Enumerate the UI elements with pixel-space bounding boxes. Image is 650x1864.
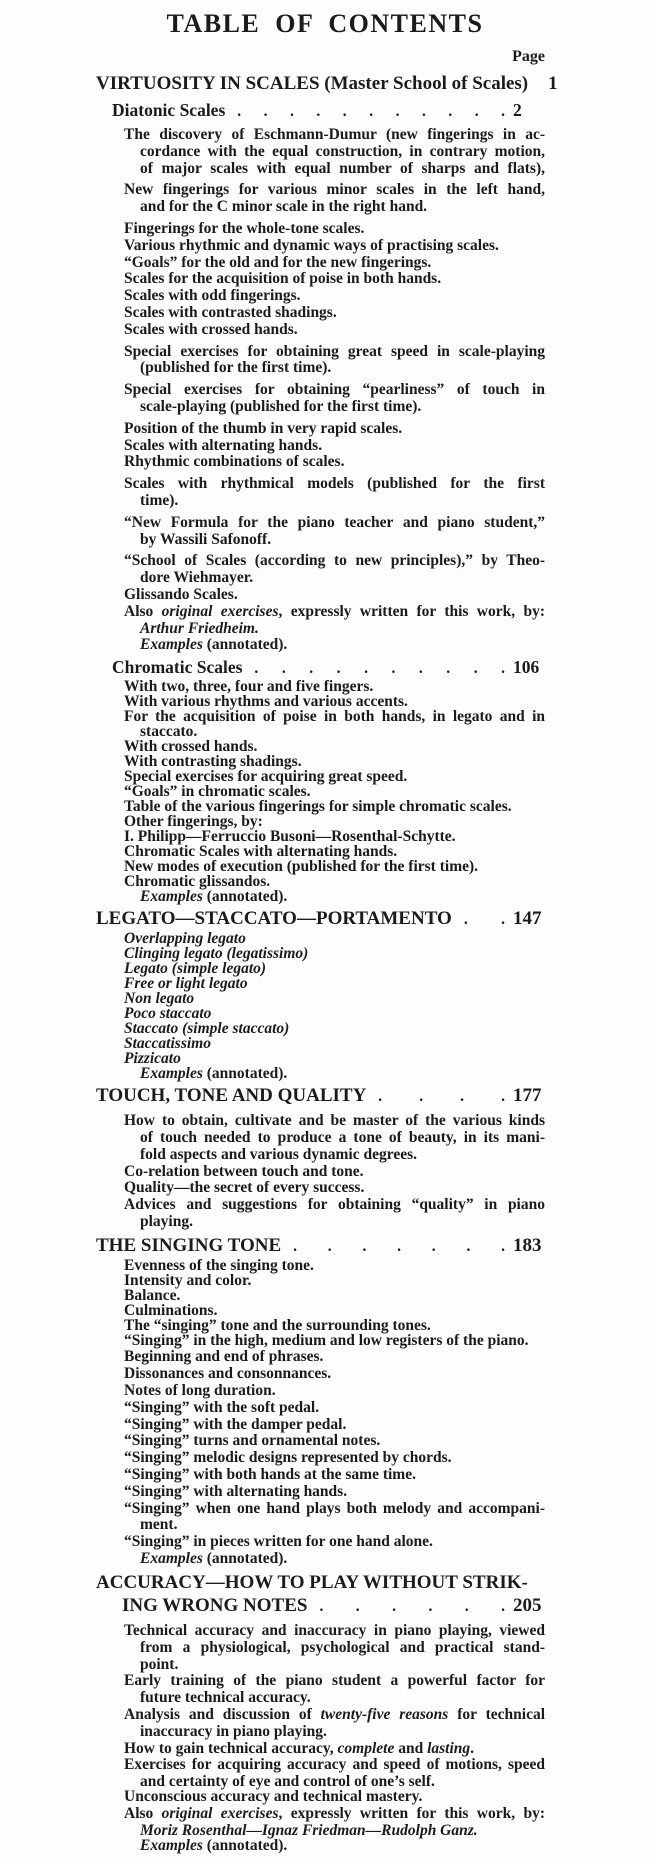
toc-item: Analysis and discussion of twenty-five reasons for technical: [124, 1706, 546, 1724]
toc-entry-label: ING WRONG NOTES: [122, 1595, 308, 1617]
toc-item: “Goals” for the old and for the new fingerings.: [124, 253, 432, 271]
toc-item: Special exercises for obtaining “pearliness” of touch in: [124, 381, 545, 399]
toc-item: “School of Scales (according to new principles),” by Theo-: [124, 552, 545, 570]
toc-chapter: ACCURACY—HOW TO PLAY WITHOUT STRIK-: [96, 1572, 528, 1594]
dot-leader: . . . .: [378, 1088, 505, 1106]
toc-item-continuation: dore Wiehmayer.: [140, 569, 254, 587]
toc-item: How to obtain, cultivate and be master of the various kinds: [124, 1112, 545, 1130]
toc-entry-label: LEGATO—STACCATO—PORTAMENTO: [96, 908, 452, 930]
toc-item-continuation: playing.: [140, 1212, 193, 1230]
dot-leader: . . . . . .: [319, 1598, 505, 1616]
toc-item-continuation: (published for the first time).: [140, 359, 332, 377]
toc-item: With crossed hands.: [124, 738, 258, 756]
toc-item: Also original exercises, expressly written for this work, by:: [124, 602, 545, 620]
toc-item: Special exercises for acquiring great speed.: [124, 768, 408, 786]
toc-item: Evenness of the singing tone.: [124, 1256, 314, 1274]
toc-item: Overlapping legato: [124, 930, 246, 948]
dot-leader: . .: [463, 911, 505, 929]
toc-item: Intensity and color.: [124, 1271, 252, 1289]
toc-item-continuation: Moriz Rosenthal—Ignaz Friedman—Rudolph Ganz.: [140, 1821, 478, 1839]
toc-item: Rhythmic combinations of scales.: [124, 453, 345, 471]
toc-item: New fingerings for various minor scales in the left hand,: [124, 181, 545, 199]
page-number: 1: [548, 73, 558, 94]
toc-item: “Singing” with the damper pedal.: [124, 1415, 347, 1433]
toc-item-continuation: and for the C minor scale in the right hand.: [140, 198, 428, 216]
toc-section: [0, 657, 545, 679]
dot-leader: . . . . . . . . . . .: [237, 103, 505, 120]
toc-item: Legato (simple legato): [124, 960, 267, 978]
toc-item-continuation: future technical accuracy.: [140, 1689, 311, 1707]
toc-item: Chromatic Scales with alternating hands.: [124, 843, 398, 861]
toc-item-continuation: scale-playing (published for the first time).: [140, 397, 422, 415]
toc-entry-label: THE SINGING TONE: [96, 1234, 282, 1256]
toc-item: Beginning and end of phrases.: [124, 1348, 324, 1366]
toc-item: Non legato: [124, 990, 195, 1008]
toc-item: Poco staccato: [124, 1005, 212, 1023]
toc-item: Chromatic glissandos.: [124, 873, 271, 891]
toc-item: I. Philipp—Ferruccio Busoni—Rosenthal-Schytte.: [124, 828, 456, 846]
toc-item: Notes of long duration.: [124, 1382, 276, 1400]
toc-item: How to gain technical accuracy, complete and lasting.: [124, 1739, 475, 1757]
toc-entry-label: VIRTUOSITY IN SCALES (Master School of Scales): [96, 73, 529, 94]
toc-item: Clinging legato (legatissimo): [124, 945, 309, 963]
toc-entry-label: TOUCH, TONE AND QUALITY: [96, 1085, 367, 1107]
toc-item: The discovery of Eschmann-Dumur (new fingerings in ac-: [124, 126, 545, 143]
toc-item: Early training of the piano student a powerful factor for: [124, 1672, 545, 1690]
toc-item: Other fingerings, by:: [124, 813, 263, 831]
toc-item: Free or light legato: [124, 975, 248, 993]
toc-item: Quality—the secret of every success.: [124, 1179, 365, 1197]
toc-item: Also original exercises, expressly written for this work, by:: [124, 1805, 545, 1823]
toc-item: Technical accuracy and inaccuracy in piano playing, viewed: [124, 1622, 545, 1640]
toc-item: Table of the various fingerings for simple chromatic scales.: [124, 798, 512, 816]
page-number: 106: [513, 657, 540, 678]
table-of-contents: [0, 48, 558, 1854]
toc-section: [0, 100, 545, 122]
page-column-label: Page: [512, 48, 545, 65]
toc-item: Scales for the acquisition of poise in both hands.: [124, 270, 442, 288]
toc-item-continuation: and certainty of eye and control of one’s self.: [140, 1773, 435, 1791]
toc-item: “Singing” with both hands at the same time.: [124, 1466, 416, 1484]
toc-item-continuation: by Wassili Safonoff.: [140, 530, 272, 548]
toc-item: Staccatissimo: [124, 1035, 211, 1053]
page-number: 205: [513, 1595, 542, 1617]
toc-item-continuation: ment.: [140, 1516, 178, 1534]
toc-item: Unconscious accuracy and technical mastery.: [124, 1788, 423, 1806]
toc-item: “Goals” in chromatic scales.: [124, 783, 311, 801]
toc-item-continuation: Examples (annotated).: [140, 1065, 288, 1083]
toc-item-continuation: Examples (annotated).: [140, 1836, 288, 1854]
toc-item-continuation: from a physiological, psychological and practical stand-: [140, 1638, 545, 1656]
toc-item-continuation: inaccuracy in piano playing.: [140, 1722, 327, 1740]
toc-item: “Singing” turns and ornamental notes.: [124, 1432, 381, 1450]
toc-item-continuation: Examples (annotated).: [140, 636, 288, 654]
toc-item: New modes of execution (published for the first time).: [124, 858, 479, 876]
toc-chapter: [0, 72, 558, 95]
toc-chapter: [0, 1234, 545, 1258]
toc-item: Scales with alternating hands.: [124, 436, 323, 454]
toc-item: “Singing” in pieces written for one hand alone.: [124, 1533, 433, 1551]
toc-entry-label: Chromatic Scales: [112, 657, 243, 678]
toc-chapter: [0, 907, 545, 931]
toc-item: With various rhythms and various accents.: [124, 693, 408, 711]
toc-list: [0, 72, 558, 1854]
toc-item: With two, three, four and five fingers.: [124, 678, 374, 696]
toc-item: Culminations.: [124, 1301, 218, 1319]
toc-item: Scales with crossed hands.: [124, 320, 298, 338]
dot-leader: . . . . . . . . . .: [254, 660, 505, 678]
toc-item-continuation: fold aspects and various dynamic degrees.: [140, 1145, 418, 1163]
toc-item: With contrasting shadings.: [124, 753, 302, 771]
toc-item: For the acquisition of poise in both hands, in legato and in: [124, 708, 545, 726]
toc-item-continuation: cordance with the equal construction, in contrary motion,: [140, 142, 545, 160]
toc-item: Glissando Scales.: [124, 585, 238, 603]
toc-item-continuation: of major scales with equal number of sharps and flats),: [140, 159, 545, 177]
page-number: 177: [513, 1085, 542, 1107]
toc-item: “Singing” with alternating hands.: [124, 1482, 348, 1500]
toc-item: The “singing” tone and the surrounding tones.: [124, 1316, 431, 1334]
toc-item: Scales with odd fingerings.: [124, 287, 301, 305]
toc-item: Position of the thumb in very rapid scales.: [124, 419, 403, 437]
toc-item-continuation: Arthur Friedheim.: [140, 619, 259, 637]
toc-item: Advices and suggestions for obtaining “quality” in piano: [124, 1196, 545, 1214]
page-number: 147: [513, 908, 542, 930]
toc-item-continuation: point.: [140, 1655, 179, 1673]
toc-item: Exercises for acquiring accuracy and speed of motions, speed: [124, 1756, 545, 1774]
toc-item: Pizzicato: [124, 1050, 181, 1068]
toc-item: Fingerings for the whole-tone scales.: [124, 219, 365, 237]
toc-item: Staccato (simple staccato): [124, 1020, 290, 1038]
toc-item: Scales with contrasted shadings.: [124, 303, 337, 321]
toc-item-continuation: time).: [140, 491, 179, 509]
toc-chapter: [0, 1084, 545, 1108]
toc-item: “New Formula for the piano teacher and piano student,”: [124, 513, 545, 531]
toc-item: Co-relation between touch and tone.: [124, 1162, 364, 1180]
toc-item: “Singing” melodic designs represented by chords.: [124, 1449, 452, 1467]
toc-item: “Singing” in the high, medium and low registers of the piano.: [124, 1331, 529, 1349]
toc-item: Special exercises for obtaining great speed in scale-playing: [124, 342, 545, 360]
toc-chapter-continuation: [0, 1594, 545, 1618]
dot-leader: . . . . . . .: [293, 1237, 505, 1255]
toc-item: Balance.: [124, 1286, 181, 1304]
page-title: TABLE OF CONTENTS: [166, 9, 484, 38]
toc-entry-label: Diatonic Scales: [112, 100, 226, 120]
toc-item: Scales with rhythmical models (published for the first: [124, 475, 545, 493]
toc-item: “Singing” when one hand plays both melody and accompani-: [124, 1499, 545, 1517]
toc-item: Dissonances and consonnances.: [124, 1365, 332, 1383]
toc-item-continuation: Examples (annotated).: [140, 888, 288, 906]
toc-item: Various rhythmic and dynamic ways of practising scales.: [124, 236, 499, 254]
toc-item-continuation: staccato.: [140, 723, 198, 741]
toc-item-continuation: Examples (annotated).: [140, 1550, 288, 1568]
toc-item-continuation: of touch needed to produce a tone of beauty, in its mani-: [140, 1128, 545, 1146]
page-number: 2: [513, 100, 522, 120]
toc-item: “Singing” with the soft pedal.: [124, 1398, 320, 1416]
page-number: 183: [513, 1234, 542, 1256]
